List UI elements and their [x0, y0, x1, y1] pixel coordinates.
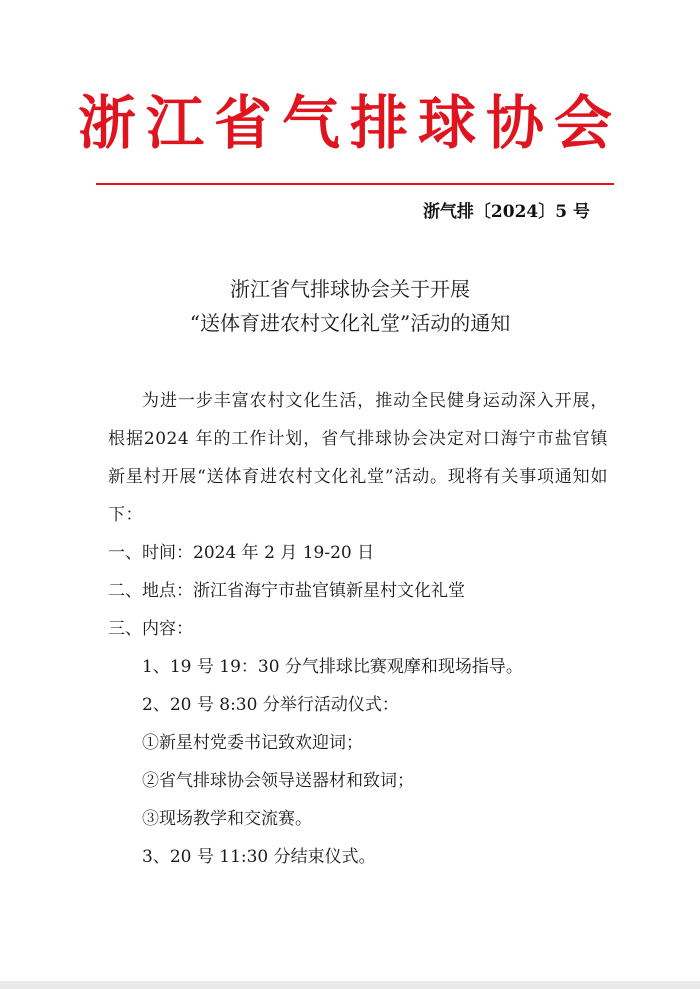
item-time: 一、时间：2024 年 2 月 19-20 日	[108, 543, 375, 563]
item-content-2: 2、20 号 8:30 分举行活动仪式：	[142, 695, 399, 715]
item-content-2-sub-1: ①新星村党委书记致欢迎词；	[142, 733, 363, 753]
item-location: 二、地点：浙江省海宁市盐官镇新星村文化礼堂	[108, 581, 465, 601]
document-number: 浙气排〔2024〕5 号	[422, 202, 590, 222]
item-content-2-sub-2: ②省气排球协会领导送器材和致词；	[142, 771, 414, 791]
item-content-2-sub-3: ③现场教学和交流赛。	[142, 809, 312, 829]
page-bottom-edge	[0, 981, 700, 989]
notice-body	[108, 382, 608, 876]
notice-title-line-1: 浙江省气排球协会关于开展	[230, 277, 470, 301]
item-content-3: 3、20 号 11:30 分结束仪式。	[142, 847, 376, 867]
notice-title-line-2: “送体育进农村文化礼堂”活动的通知	[189, 311, 511, 335]
letterhead-divider	[96, 183, 614, 185]
intro-paragraph: 为进一步丰富农村文化生活，推动全民健身运动深入开展，根据2024 年的工作计划，省气排球协会决定对口海宁市盐官镇新星村开展“送体育进农村文化礼堂”活动。现将有关事项通知如下：	[108, 391, 608, 525]
item-content-heading: 三、内容：	[108, 619, 193, 639]
notice-title	[0, 272, 700, 340]
organization-letterhead: 浙江省气排球协会	[77, 89, 622, 157]
item-content-1: 1、19 号 19：30 分气排球比赛观摩和现场指导。	[142, 657, 523, 677]
